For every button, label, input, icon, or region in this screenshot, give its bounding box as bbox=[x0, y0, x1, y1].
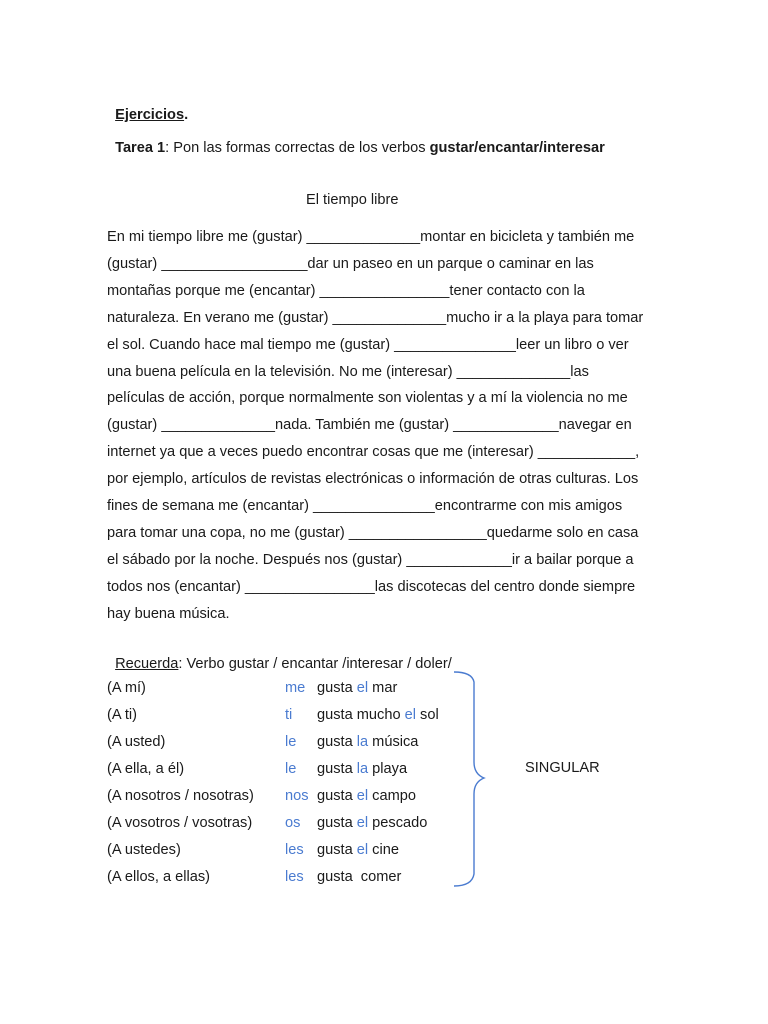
row-noun: música bbox=[368, 734, 419, 750]
paragraph-line: por ejemplo, artículos de revistas electrónicas o información de otras culturas. Los bbox=[107, 471, 639, 488]
row-verb: gusta bbox=[317, 761, 357, 777]
row-pronoun: les bbox=[285, 869, 304, 885]
row-subject: (A usted) bbox=[107, 734, 166, 750]
row-noun: sol bbox=[415, 707, 439, 723]
row-pronoun: le bbox=[285, 734, 297, 750]
paragraph-line: todos nos (encantar) ________________las discotecas del centro donde siempre bbox=[107, 578, 636, 595]
row-noun: playa bbox=[368, 761, 408, 777]
row-article: la bbox=[356, 761, 369, 777]
row-pronoun: os bbox=[285, 815, 301, 831]
paragraph-line: En mi tiempo libre me (gustar) ______________montar en bicicleta y también me bbox=[107, 229, 635, 245]
row-verb: gusta bbox=[317, 680, 357, 696]
row-article: el bbox=[356, 680, 369, 696]
paragraph-line: películas de acción, porque normalmente son violentas y a mí la violencia no me bbox=[107, 390, 628, 407]
paragraph-line: el sábado por la noche. Después nos (gustar) _____________ir a bailar porque a bbox=[107, 551, 634, 568]
heading-text: Ejercicios bbox=[115, 107, 185, 123]
singular-label: SINGULAR bbox=[525, 760, 600, 776]
row-subject: (A mí) bbox=[107, 680, 146, 696]
paragraph-line: montañas porque me (encantar) ________________tener contacto con la bbox=[107, 282, 585, 299]
row-pronoun: ti bbox=[285, 707, 293, 723]
exercise-heading bbox=[107, 91, 188, 123]
row-article: el bbox=[404, 707, 416, 723]
row-noun: mar bbox=[368, 680, 398, 696]
paragraph-line: fines de semana me (encantar) _______________encontrarme con mis amigos bbox=[107, 498, 623, 515]
paragraph-line: (gustar) ______________nada. También me (gustar) _____________navegar en bbox=[107, 417, 632, 434]
row-verb: gusta bbox=[317, 734, 357, 750]
heading-dot: . bbox=[184, 107, 189, 123]
exercise-paragraph bbox=[107, 224, 667, 628]
row-pronoun: le bbox=[285, 761, 297, 777]
text-title: El tiempo libre bbox=[306, 192, 399, 208]
task-instruction bbox=[107, 124, 605, 156]
row-subject: (A ella, a él) bbox=[107, 761, 185, 777]
paragraph-line: hay buena música. bbox=[107, 605, 230, 622]
row-subject: (A nosotros / nosotras) bbox=[107, 788, 254, 804]
row-noun: cine bbox=[368, 842, 399, 858]
row-phrase bbox=[317, 842, 399, 858]
row-phrase bbox=[317, 815, 427, 831]
row-phrase bbox=[317, 788, 416, 804]
paragraph-line: naturaleza. En verano me (gustar) ______________mucho ir a la playa para tomar bbox=[107, 309, 644, 326]
row-article: la bbox=[356, 734, 369, 750]
row-pronoun: les bbox=[285, 842, 304, 858]
row-verb: gusta bbox=[317, 788, 357, 804]
paragraph-line: una buena película en la televisión. No me (interesar) ______________las bbox=[107, 363, 589, 380]
task-verbs: gustar/encantar/interesar bbox=[429, 140, 605, 156]
row-phrase bbox=[317, 680, 397, 696]
row-phrase bbox=[317, 761, 407, 777]
row-subject: (A ti) bbox=[107, 707, 137, 723]
row-article: el bbox=[356, 842, 369, 858]
recuerda-text: : Verbo gustar / encantar /interesar / doler/ bbox=[178, 656, 452, 672]
row-noun: campo bbox=[368, 788, 416, 804]
row-article: el bbox=[356, 788, 369, 804]
row-phrase bbox=[317, 869, 401, 885]
row-phrase bbox=[317, 734, 418, 750]
paragraph-line: el sol. Cuando hace mal tiempo me (gustar) _______________leer un libro o ver bbox=[107, 336, 629, 353]
row-verb: gusta bbox=[317, 815, 357, 831]
row-pronoun: me bbox=[285, 680, 306, 696]
row-pronoun: nos bbox=[285, 788, 309, 804]
row-subject: (A vosotros / vosotras) bbox=[107, 815, 253, 831]
row-article: el bbox=[356, 815, 369, 831]
row-subject: (A ustedes) bbox=[107, 842, 181, 858]
row-subject: (A ellos, a ellas) bbox=[107, 869, 211, 885]
curly-brace-icon bbox=[450, 668, 490, 892]
row-verb: gusta bbox=[317, 842, 357, 858]
row-verb: gusta mucho bbox=[317, 707, 405, 723]
row-phrase bbox=[317, 707, 439, 723]
paragraph-line: para tomar una copa, no me (gustar) _________________quedarme solo en casa bbox=[107, 524, 639, 541]
task-label: Tarea 1 bbox=[115, 140, 166, 156]
row-verb: gusta comer bbox=[317, 869, 402, 885]
row-noun: pescado bbox=[368, 815, 428, 831]
paragraph-line: internet ya que a veces puedo encontrar cosas que me (interesar) ____________, bbox=[107, 444, 640, 461]
task-text: : Pon las formas correctas de los verbos bbox=[165, 140, 430, 156]
recuerda-note bbox=[107, 640, 452, 672]
recuerda-label: Recuerda bbox=[115, 656, 179, 672]
paragraph-line: (gustar) __________________dar un paseo en un parque o caminar en las bbox=[107, 255, 594, 272]
